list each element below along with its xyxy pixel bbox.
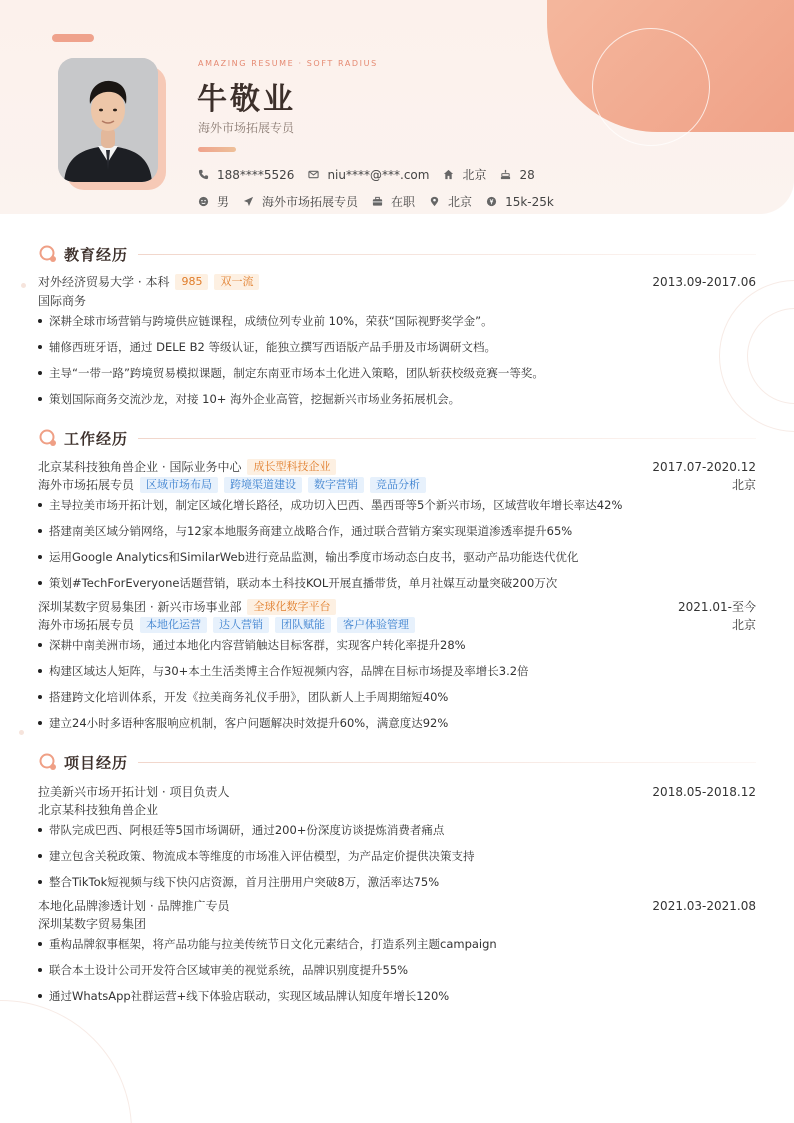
education-section-title: 教育经历 xyxy=(64,245,129,264)
work-entry-header xyxy=(38,458,756,475)
education-section-header xyxy=(38,244,756,264)
work-period: 2021.01-至今 xyxy=(678,600,756,614)
skill-tag: 数字营销 xyxy=(308,477,364,493)
gender-info xyxy=(198,193,229,210)
school-tag: 双一流 xyxy=(214,274,259,290)
age-value: 28 xyxy=(519,167,535,182)
target-city-value: 北京 xyxy=(448,195,473,209)
send-icon xyxy=(243,196,254,207)
target-city-info xyxy=(429,193,472,210)
title-accent-bar xyxy=(198,147,236,152)
work-section-header xyxy=(38,428,756,448)
list-item: 深耕全球市场营销与跨境供应链课程，成绩位列专业前 10%，荣获“国际视野奖学金”。 xyxy=(38,313,756,329)
list-item: 策划国际商务交流沙龙，对接 10+ 海外企业高管，挖掘新兴市场业务拓展机会。 xyxy=(38,391,756,407)
section-divider xyxy=(138,438,756,439)
list-item: 整合TikTok短视频与线下快闪店资源，首月注册用户突破8万，激活率达75% xyxy=(38,874,756,890)
section-divider xyxy=(138,762,756,763)
list-item: 搭建跨文化培训体系，开发《拉美商务礼仪手册》，团队新人上手周期缩短40% xyxy=(38,689,756,705)
company-name: 北京某科技独角兽企业 · 国际业务中心 xyxy=(38,460,242,474)
projects-section-header xyxy=(38,752,756,772)
status-value: 在职 xyxy=(391,195,416,209)
project-title: 本地化品牌渗透计划 · 品牌推广专员 xyxy=(38,899,230,913)
list-item: 建立包含关税政策、物流成本等维度的市场准入评估模型，为产品定价提供决策支持 xyxy=(38,848,756,864)
phone-value: 188****5526 xyxy=(217,167,295,182)
project-period: 2018.05-2018.12 xyxy=(652,784,756,799)
face-icon xyxy=(198,196,209,207)
work-location: 北京 xyxy=(731,478,756,492)
list-item: 策划#TechForEveryone话题营销，联动本土科技KOL开展直播带货，单月社媒互动量突破200万次 xyxy=(38,575,756,591)
location-pin-icon xyxy=(429,196,440,207)
school-name: 对外经济贸易大学 · 本科 xyxy=(38,275,170,289)
list-item: 辅修西班牙语，通过 DELE B2 等级认证，能独立撰写西语版产品手册及市场调研文档。 xyxy=(38,339,756,355)
coin-icon xyxy=(486,196,497,207)
candidate-job-title: 海外市场拓展专员 xyxy=(198,121,295,135)
phone-icon xyxy=(198,169,209,180)
list-item: 主导拉美市场开拓计划，制定区域化增长路径，成功切入巴西、墨西哥等5个新兴市场，区域营收年增长率达42% xyxy=(38,497,756,513)
projects-section-title: 项目经历 xyxy=(64,753,129,772)
candidate-name: 牛敬业 xyxy=(197,82,296,117)
work-role-row xyxy=(38,476,756,493)
decorative-dot xyxy=(19,730,24,735)
city-value: 北京 xyxy=(462,168,487,182)
target-job-value: 海外市场拓展专员 xyxy=(262,195,359,209)
mail-icon xyxy=(308,169,319,180)
phone-info xyxy=(198,168,294,182)
education-major: 国际商务 xyxy=(38,294,87,308)
work-period: 2017.07-2020.12 xyxy=(652,459,756,474)
list-item: 主导“一带一路”跨境贸易模拟课题，制定东南亚市场本土化进入策略，团队斩获校级竞赛一等奖。 xyxy=(38,365,756,381)
salary-value: 15k-25k xyxy=(505,194,554,209)
list-item: 重构品牌叙事框架，将产品功能与拉美传统节日文化元素结合，打造系列主题campaign xyxy=(38,936,756,952)
education-period: 2013.09-2017.06 xyxy=(652,274,756,289)
profile-row xyxy=(198,193,568,210)
list-item: 通过WhatsApp社群运营+线下体验店联动，实现区域品牌认知度年增长120% xyxy=(38,988,756,1004)
cake-icon xyxy=(500,169,511,180)
skill-tag: 区域市场布局 xyxy=(140,477,218,493)
search-icon xyxy=(38,244,58,264)
briefcase-icon xyxy=(372,196,383,207)
company-name: 深圳某数字贸易集团 · 新兴市场事业部 xyxy=(38,600,242,614)
project-entry-header xyxy=(38,783,756,800)
school-tag: 985 xyxy=(175,274,208,290)
list-item: 深耕中南美洲市场，通过本地化内容营销触达目标客群，实现客户转化率提升28% xyxy=(38,637,756,653)
email-info xyxy=(308,168,429,182)
city-info xyxy=(443,166,486,183)
age-info xyxy=(500,168,534,182)
project-title: 拉美新兴市场开拓计划 · 项目负责人 xyxy=(38,785,230,799)
list-item: 构建区域达人矩阵，与30+本土生活类博主合作短视频内容，品牌在目标市场提及率增长3.2倍 xyxy=(38,663,756,679)
decorative-ring xyxy=(592,28,710,146)
avatar xyxy=(58,58,158,182)
brand-tagline: AMAZING RESUME · SOFT RADIUS xyxy=(198,59,378,68)
role-name: 海外市场拓展专员 xyxy=(38,618,135,632)
salary-info xyxy=(486,195,554,209)
decorative-ring xyxy=(0,1000,132,1123)
list-item: 联合本土设计公司开发符合区域审美的视觉系统，品牌识别度提升55% xyxy=(38,962,756,978)
skill-tag: 竞品分析 xyxy=(370,477,426,493)
work-section-title: 工作经历 xyxy=(64,429,129,448)
decorative-pill xyxy=(52,34,94,42)
target-job-info xyxy=(243,193,358,210)
role-name: 海外市场拓展专员 xyxy=(38,478,135,492)
project-org: 北京某科技独角兽企业 xyxy=(38,803,159,817)
skill-tag: 本地化运营 xyxy=(140,617,207,633)
list-item: 运用Google Analytics和SimilarWeb进行竞品监测，输出季度市场动态白皮书，驱动产品功能迭代优化 xyxy=(38,549,756,565)
company-tag: 成长型科技企业 xyxy=(247,459,336,475)
gender-value: 男 xyxy=(217,195,230,209)
skill-tag: 跨境渠道建设 xyxy=(224,477,302,493)
skill-tag: 团队赋能 xyxy=(275,617,331,633)
email-value: niu****@***.com xyxy=(327,167,430,182)
company-tag: 全球化数字平台 xyxy=(247,599,336,615)
list-item: 建立24小时多语种客服响应机制，客户问题解决时效提升60%，满意度达92% xyxy=(38,715,756,731)
project-entry-header xyxy=(38,897,756,914)
education-entry-header xyxy=(38,273,756,290)
search-icon xyxy=(38,752,58,772)
list-item: 带队完成巴西、阿根廷等5国市场调研，通过200+份深度访谈提炼消费者痛点 xyxy=(38,822,756,838)
decorative-dot xyxy=(21,283,26,288)
skill-tag: 达人营销 xyxy=(213,617,269,633)
status-info xyxy=(372,193,415,210)
work-entry-header xyxy=(38,598,756,615)
project-org: 深圳某数字贸易集团 xyxy=(38,917,147,931)
contact-row xyxy=(198,166,549,183)
list-item: 搭建南美区域分销网络，与12家本地服务商建立战略合作，通过联合营销方案实现渠道渗透率提升65% xyxy=(38,523,756,539)
search-icon xyxy=(38,428,58,448)
work-location: 北京 xyxy=(731,618,756,632)
work-role-row xyxy=(38,616,756,633)
project-period: 2021.03-2021.08 xyxy=(652,898,756,913)
skill-tag: 客户体验管理 xyxy=(337,617,415,633)
section-divider xyxy=(138,254,756,255)
avatar-portrait-icon xyxy=(58,58,158,182)
home-icon xyxy=(443,169,454,180)
